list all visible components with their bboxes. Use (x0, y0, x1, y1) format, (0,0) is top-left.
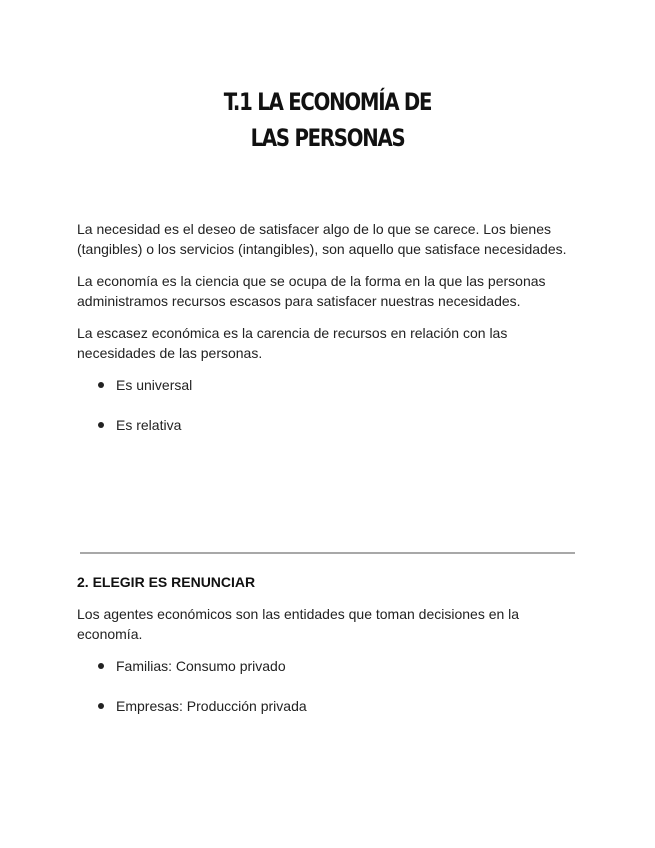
list-item-text: Empresas: Producción privada (116, 698, 307, 714)
paragraph-economia: La economía es la ciencia que se ocupa de la forma en la que las personas administramos recursos escasos para satisfacer nuestras necesidades. (77, 273, 546, 309)
bullet-icon (98, 703, 104, 709)
page-title (59, 84, 596, 156)
list-item-text: Es relativa (116, 417, 182, 433)
list-item (98, 415, 567, 435)
paragraph-necesidad: La necesidad es el deseo de satisfacer algo de lo que se carece. Los bienes (tangibles) o los servicios (intangibles), son aquello que satisface necesidades. (77, 221, 567, 257)
list-item (98, 375, 567, 395)
bullet-icon (98, 663, 104, 669)
paragraph-agentes: Los agentes económicos son las entidades que toman decisiones en la economía. (77, 606, 520, 642)
list-item-text: Es universal (116, 377, 193, 393)
escasez-bullet-list (77, 375, 567, 435)
list-item (98, 656, 567, 676)
section-heading: 2. ELEGIR ES RENUNCIAR (77, 574, 256, 590)
bullet-icon (98, 382, 104, 388)
bullet-icon (98, 422, 104, 428)
paragraph-escasez: La escasez económica es la carencia de recursos en relación con las necesidades de las personas. (77, 325, 508, 361)
page-title-line-2: LAS PERSONAS (250, 124, 405, 152)
section-1-body (77, 219, 567, 435)
list-item-text: Familias: Consumo privado (116, 658, 286, 674)
agentes-bullet-list (77, 656, 567, 716)
list-item (98, 696, 567, 716)
horizontal-divider (80, 552, 575, 554)
section-2-body (77, 572, 567, 716)
page-title-line-1: T.1 LA ECONOMÍA DE (223, 88, 432, 116)
